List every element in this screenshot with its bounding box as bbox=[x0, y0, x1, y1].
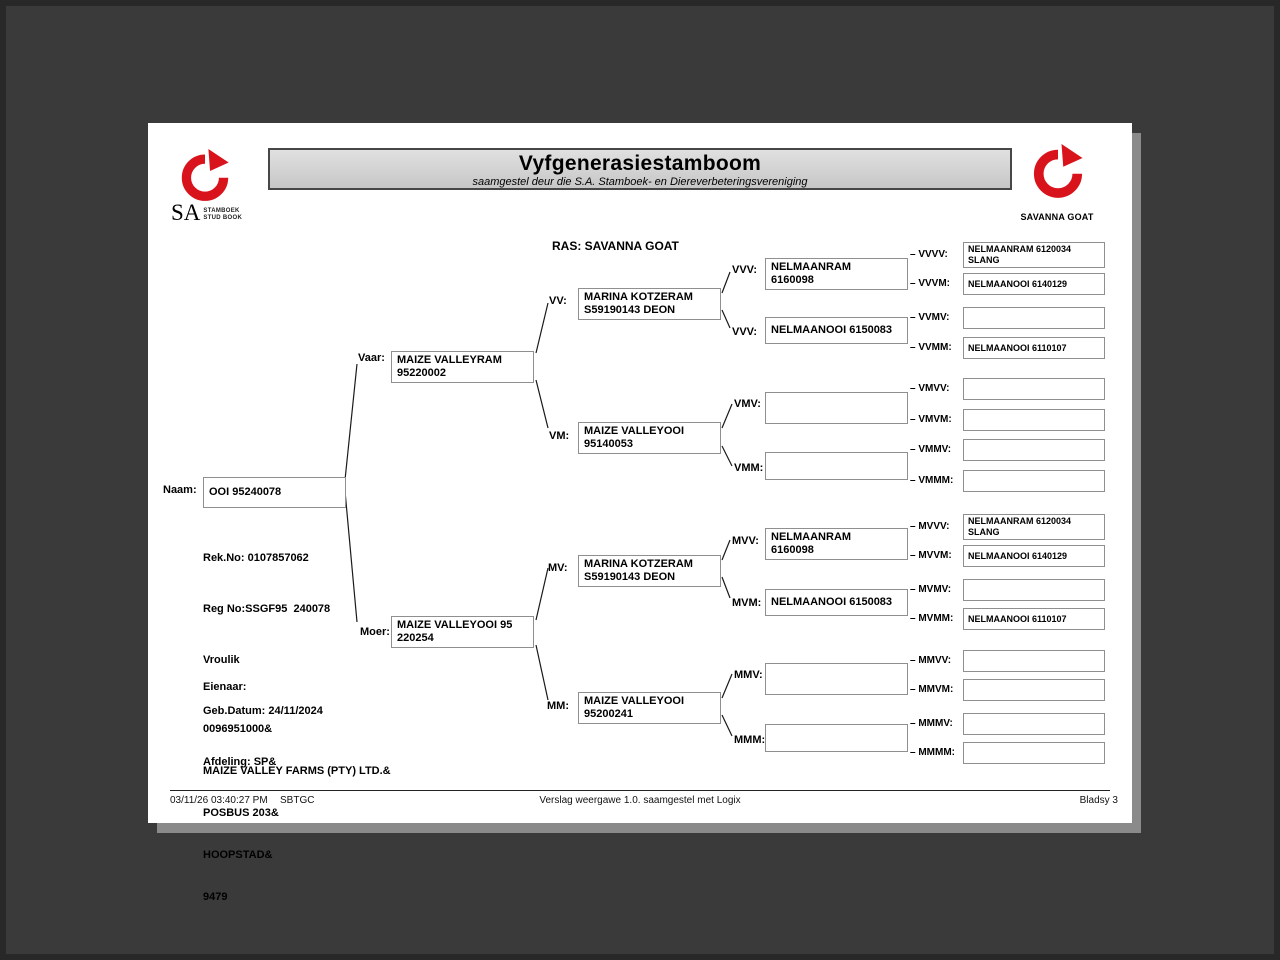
animal-name-line1: MAIZE VALLEYRAM bbox=[397, 354, 502, 366]
pedigree-label-vvv: VVV: bbox=[732, 264, 758, 276]
connector-line bbox=[345, 491, 357, 622]
animal-name-line2: 220254 bbox=[397, 632, 434, 644]
pedigree-label-mmvv: – MMVV: bbox=[910, 655, 952, 666]
connector-line bbox=[722, 674, 732, 698]
connector-line bbox=[345, 364, 357, 480]
pedigree-label-vaar: Vaar: bbox=[358, 352, 385, 364]
pedigree-label-mvvv: – MVVV: bbox=[910, 521, 950, 532]
pedigree-box-vmvm bbox=[963, 409, 1105, 431]
animal-name-line2: SLANG bbox=[968, 255, 1000, 265]
pedigree-label-vmvm: – VMVM: bbox=[910, 414, 952, 425]
report-subtitle: saamgestel deur die S.A. Stamboek- en Diereverbeteringsvereniging bbox=[472, 176, 808, 188]
pedigree-label-mmmv: – MMMV: bbox=[910, 718, 953, 729]
pedigree-label-vv: VV: bbox=[549, 295, 567, 307]
pedigree-box-mvvv bbox=[963, 514, 1105, 540]
detail-birth-date: Geb.Datum: 24/11/2024 bbox=[203, 705, 323, 717]
pedigree-label-vmv: VMV: bbox=[734, 398, 761, 410]
connector-line bbox=[722, 404, 732, 428]
detail-section: Afdeling: SP& bbox=[203, 756, 277, 768]
pedigree-label-vmm: VMM: bbox=[734, 462, 764, 474]
animal-name-line1: MARINA KOTZERAM bbox=[584, 291, 693, 303]
animal-name-line2: S59190143 DEON bbox=[584, 571, 676, 583]
connector-line bbox=[536, 380, 548, 428]
connector-line bbox=[722, 272, 730, 293]
pedigree-label-vmvv: – VMVV: bbox=[910, 383, 950, 394]
connector-line bbox=[722, 310, 730, 328]
pedigree-box-vmmv bbox=[963, 439, 1105, 461]
pedigree-box-mvmv bbox=[963, 579, 1105, 601]
animal-name-line1: MAIZE VALLEYOOI bbox=[584, 695, 685, 707]
owner-address-line2: HOOPSTAD& bbox=[203, 849, 273, 861]
footer-version: Verslag weergawe 1.0. saamgestel met Logix bbox=[539, 795, 741, 806]
connector-line bbox=[536, 303, 548, 353]
sa-logo-initials: SA bbox=[171, 200, 201, 225]
animal-name-line1: NELMAANRAM 6120034 bbox=[968, 516, 1072, 526]
pedigree-box-vmmm bbox=[963, 470, 1105, 492]
pedigree-document-page bbox=[148, 123, 1132, 903]
connector-line bbox=[722, 540, 730, 560]
animal-name-line1: NELMAANOOI 6140129 bbox=[968, 550, 1068, 561]
pedigree-box-vaar bbox=[391, 351, 534, 383]
connector-line bbox=[536, 568, 548, 620]
pedigree-box-mvv bbox=[765, 528, 908, 560]
pedigree-box-mvm bbox=[765, 589, 908, 616]
owner-address-line1: POSBUS 203& bbox=[203, 807, 279, 819]
pedigree-box-mmv bbox=[765, 663, 908, 695]
connector-line bbox=[722, 715, 732, 736]
owner-postal-code: 9479 bbox=[203, 891, 228, 903]
pedigree-label-vvm: VVV: bbox=[732, 326, 758, 338]
breed-label: RAS: SAVANNA GOAT bbox=[552, 239, 679, 253]
pedigree-box-vvvm bbox=[963, 273, 1105, 295]
pedigree-box-mmm bbox=[765, 724, 908, 752]
subject-name-box bbox=[203, 477, 346, 508]
pedigree-label-moer: Moer: bbox=[360, 626, 390, 638]
pedigree-box-mvvm bbox=[963, 545, 1105, 567]
pedigree-label-vvvv: – VVVV: bbox=[910, 249, 948, 260]
connector-line bbox=[722, 577, 730, 598]
footer-page-number: Bladsy 3 bbox=[1079, 795, 1118, 806]
animal-name-line1: NELMAANRAM bbox=[771, 531, 852, 543]
animal-name-line1: MAIZE VALLEYOOI bbox=[584, 425, 685, 437]
footer-report-code: SBTGC bbox=[280, 795, 315, 806]
savanna-goat-logo-icon bbox=[1030, 144, 1086, 200]
pedigree-box-vmv bbox=[765, 392, 908, 424]
title-banner bbox=[268, 148, 1012, 190]
animal-name-line2: SLANG bbox=[968, 527, 1000, 537]
pedigree-box-vmm bbox=[765, 452, 908, 480]
savanna-goat-logo-text: SAVANNA GOAT bbox=[1020, 212, 1094, 222]
animal-name-line1: NELMAANRAM 6120034 bbox=[968, 244, 1072, 254]
pedigree-box-mmmm bbox=[963, 742, 1105, 764]
pedigree-box-mmvm bbox=[963, 679, 1105, 701]
animal-name-line1: NELMAANOOI 6140129 bbox=[968, 278, 1068, 289]
footer-datetime: 03/11/26 03:40:27 PM bbox=[170, 795, 268, 806]
sa-logo-org-name bbox=[203, 208, 242, 222]
pedigree-box-mvmm bbox=[963, 608, 1105, 630]
connector-line bbox=[536, 645, 548, 700]
pedigree-box-vvv bbox=[765, 258, 908, 290]
pedigree-label-mv: MV: bbox=[548, 562, 568, 574]
footer-divider bbox=[170, 790, 1110, 791]
pedigree-label-vvvm: – VVVM: bbox=[910, 278, 951, 289]
pedigree-box-mmvv bbox=[963, 650, 1105, 672]
sa-logo-org-line2: STUD BOOK bbox=[203, 215, 243, 221]
pedigree-label-vmmm: – VMMM: bbox=[910, 475, 954, 486]
sa-studbook-logo-text bbox=[171, 200, 243, 225]
pedigree-box-vv bbox=[578, 288, 721, 320]
animal-name-line2: 6160098 bbox=[771, 274, 814, 286]
pedigree-box-vm bbox=[578, 422, 721, 454]
pedigree-box-vmvv bbox=[963, 378, 1105, 400]
pedigree-label-mm: MM: bbox=[547, 700, 569, 712]
pedigree-label-mmvm: – MMVM: bbox=[910, 684, 954, 695]
pedigree-label-vm: VM: bbox=[549, 430, 570, 442]
report-title: Vyfgenerasiestamboom bbox=[518, 152, 762, 175]
pedigree-label-mvv: MVV: bbox=[732, 535, 759, 547]
pedigree-label-mvm: MVM: bbox=[732, 597, 762, 609]
animal-name-line1: NELMAANOOI 6110107 bbox=[968, 613, 1067, 624]
detail-sex: Vroulik bbox=[203, 654, 240, 666]
sa-logo-org-line1: STAMBOEK bbox=[203, 208, 240, 214]
animal-name-line2: 95140053 bbox=[584, 438, 633, 450]
owner-block bbox=[203, 652, 391, 932]
animal-name-line2: S59190143 DEON bbox=[584, 304, 676, 316]
pedigree-label-mmv: MMV: bbox=[734, 669, 763, 681]
pedigree-box-mm bbox=[578, 692, 721, 724]
pedigree-box-mmmv bbox=[963, 713, 1105, 735]
animal-name-line1: MARINA KOTZERAM bbox=[584, 558, 693, 570]
logo-arrowhead bbox=[208, 149, 228, 171]
pedigree-label-mvvm: – MVVM: bbox=[910, 550, 952, 561]
pedigree-box-moer bbox=[391, 616, 534, 648]
animal-name-line1: NELMAANOOI 6150083 bbox=[771, 596, 893, 608]
pedigree-box-vvvv bbox=[963, 242, 1105, 268]
subject-name: OOI 95240078 bbox=[209, 486, 282, 498]
pedigree-label-mmmm: – MMMM: bbox=[910, 747, 955, 758]
pedigree-label-vvmm: – VVMM: bbox=[910, 342, 952, 353]
detail-rek-no: Rek.No: 0107857062 bbox=[203, 552, 309, 564]
connector-line bbox=[722, 446, 732, 466]
animal-name-line2: 95220002 bbox=[397, 367, 446, 379]
sa-studbook-logo-icon bbox=[178, 149, 232, 203]
animal-name-line1: NELMAANRAM bbox=[771, 261, 852, 273]
animal-name-line1: NELMAANOOI 6150083 bbox=[771, 324, 893, 336]
detail-reg-no: Reg No:SSGF95 240078 bbox=[203, 603, 331, 615]
pedigree-label-vmmv: – VMMV: bbox=[910, 444, 952, 455]
subject-name-label: Naam: bbox=[163, 484, 197, 496]
pedigree-label-mmm: MMM: bbox=[734, 734, 766, 746]
owner-heading: Eienaar: bbox=[203, 681, 247, 693]
animal-name-line1: NELMAANOOI 6110107 bbox=[968, 342, 1067, 353]
pedigree-label-mvmv: – MVMV: bbox=[910, 584, 952, 595]
pedigree-box-vvm bbox=[765, 317, 908, 344]
owner-number: 0096951000& bbox=[203, 723, 273, 735]
owner-name: MAIZE VALLEY FARMS (PTY) LTD.& bbox=[203, 765, 391, 777]
animal-name-line2: 6160098 bbox=[771, 544, 814, 556]
animal-name-line1: MAIZE VALLEYOOI 95 bbox=[397, 619, 513, 631]
animal-name-line2: 95200241 bbox=[584, 708, 633, 720]
pedigree-label-mvmm: – MVMM: bbox=[910, 613, 954, 624]
pedigree-box-vvmm bbox=[963, 337, 1105, 359]
logo-arrowhead bbox=[1062, 144, 1083, 167]
pedigree-box-mv bbox=[578, 555, 721, 587]
pedigree-label-vvmv: – VVMV: bbox=[910, 312, 950, 323]
pedigree-box-vvmv bbox=[963, 307, 1105, 329]
